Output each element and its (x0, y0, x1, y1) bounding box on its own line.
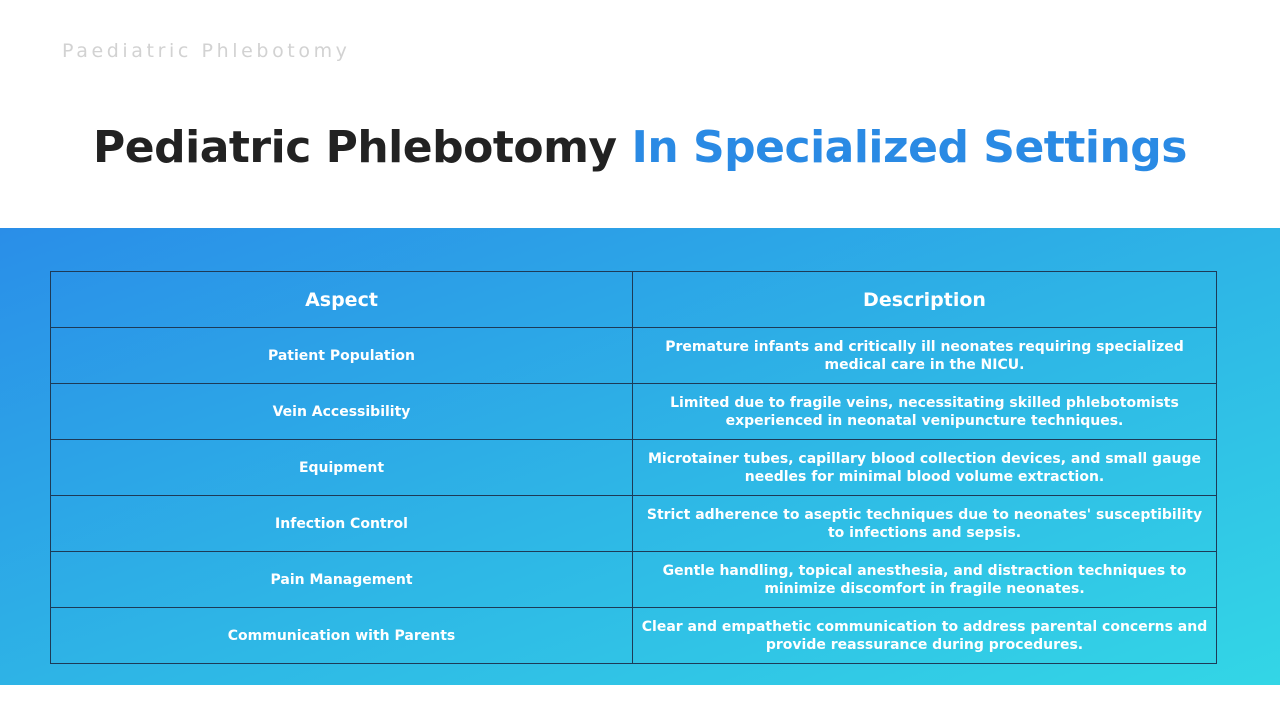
cell-description: Gentle handling, topical anesthesia, and distraction techniques to minimize discomfort in fragile neonates. (633, 552, 1217, 608)
table-row (51, 328, 1217, 384)
table-row (51, 552, 1217, 608)
cell-aspect: Infection Control (51, 496, 633, 552)
cell-description: Premature infants and critically ill neonates requiring specialized medical care in the NICU. (633, 328, 1217, 384)
cell-aspect: Vein Accessibility (51, 384, 633, 440)
title-accent: In Specialized Settings (631, 122, 1187, 173)
table-row (51, 496, 1217, 552)
table-row (51, 608, 1217, 664)
header-description: Description (633, 272, 1217, 328)
header-aspect: Aspect (51, 272, 633, 328)
table-header-row (51, 272, 1217, 328)
cell-description: Strict adherence to aseptic techniques due to neonates' susceptibility to infections and sepsis. (633, 496, 1217, 552)
cell-aspect: Communication with Parents (51, 608, 633, 664)
cell-description: Limited due to fragile veins, necessitating skilled phlebotomists experienced in neonatal venipuncture techniques. (633, 384, 1217, 440)
slide-watermark: Paediatric Phlebotomy (62, 40, 351, 62)
title-main: Pediatric Phlebotomy (93, 122, 617, 173)
cell-description: Microtainer tubes, capillary blood collection devices, and small gauge needles for minimal blood volume extraction. (633, 440, 1217, 496)
table-row (51, 440, 1217, 496)
cell-aspect: Equipment (51, 440, 633, 496)
cell-aspect: Pain Management (51, 552, 633, 608)
content-band (0, 228, 1280, 685)
cell-description: Clear and empathetic communication to address parental concerns and provide reassurance during procedures. (633, 608, 1217, 664)
aspect-table (50, 271, 1217, 664)
slide-title (0, 122, 1280, 173)
cell-aspect: Patient Population (51, 328, 633, 384)
table-row (51, 384, 1217, 440)
